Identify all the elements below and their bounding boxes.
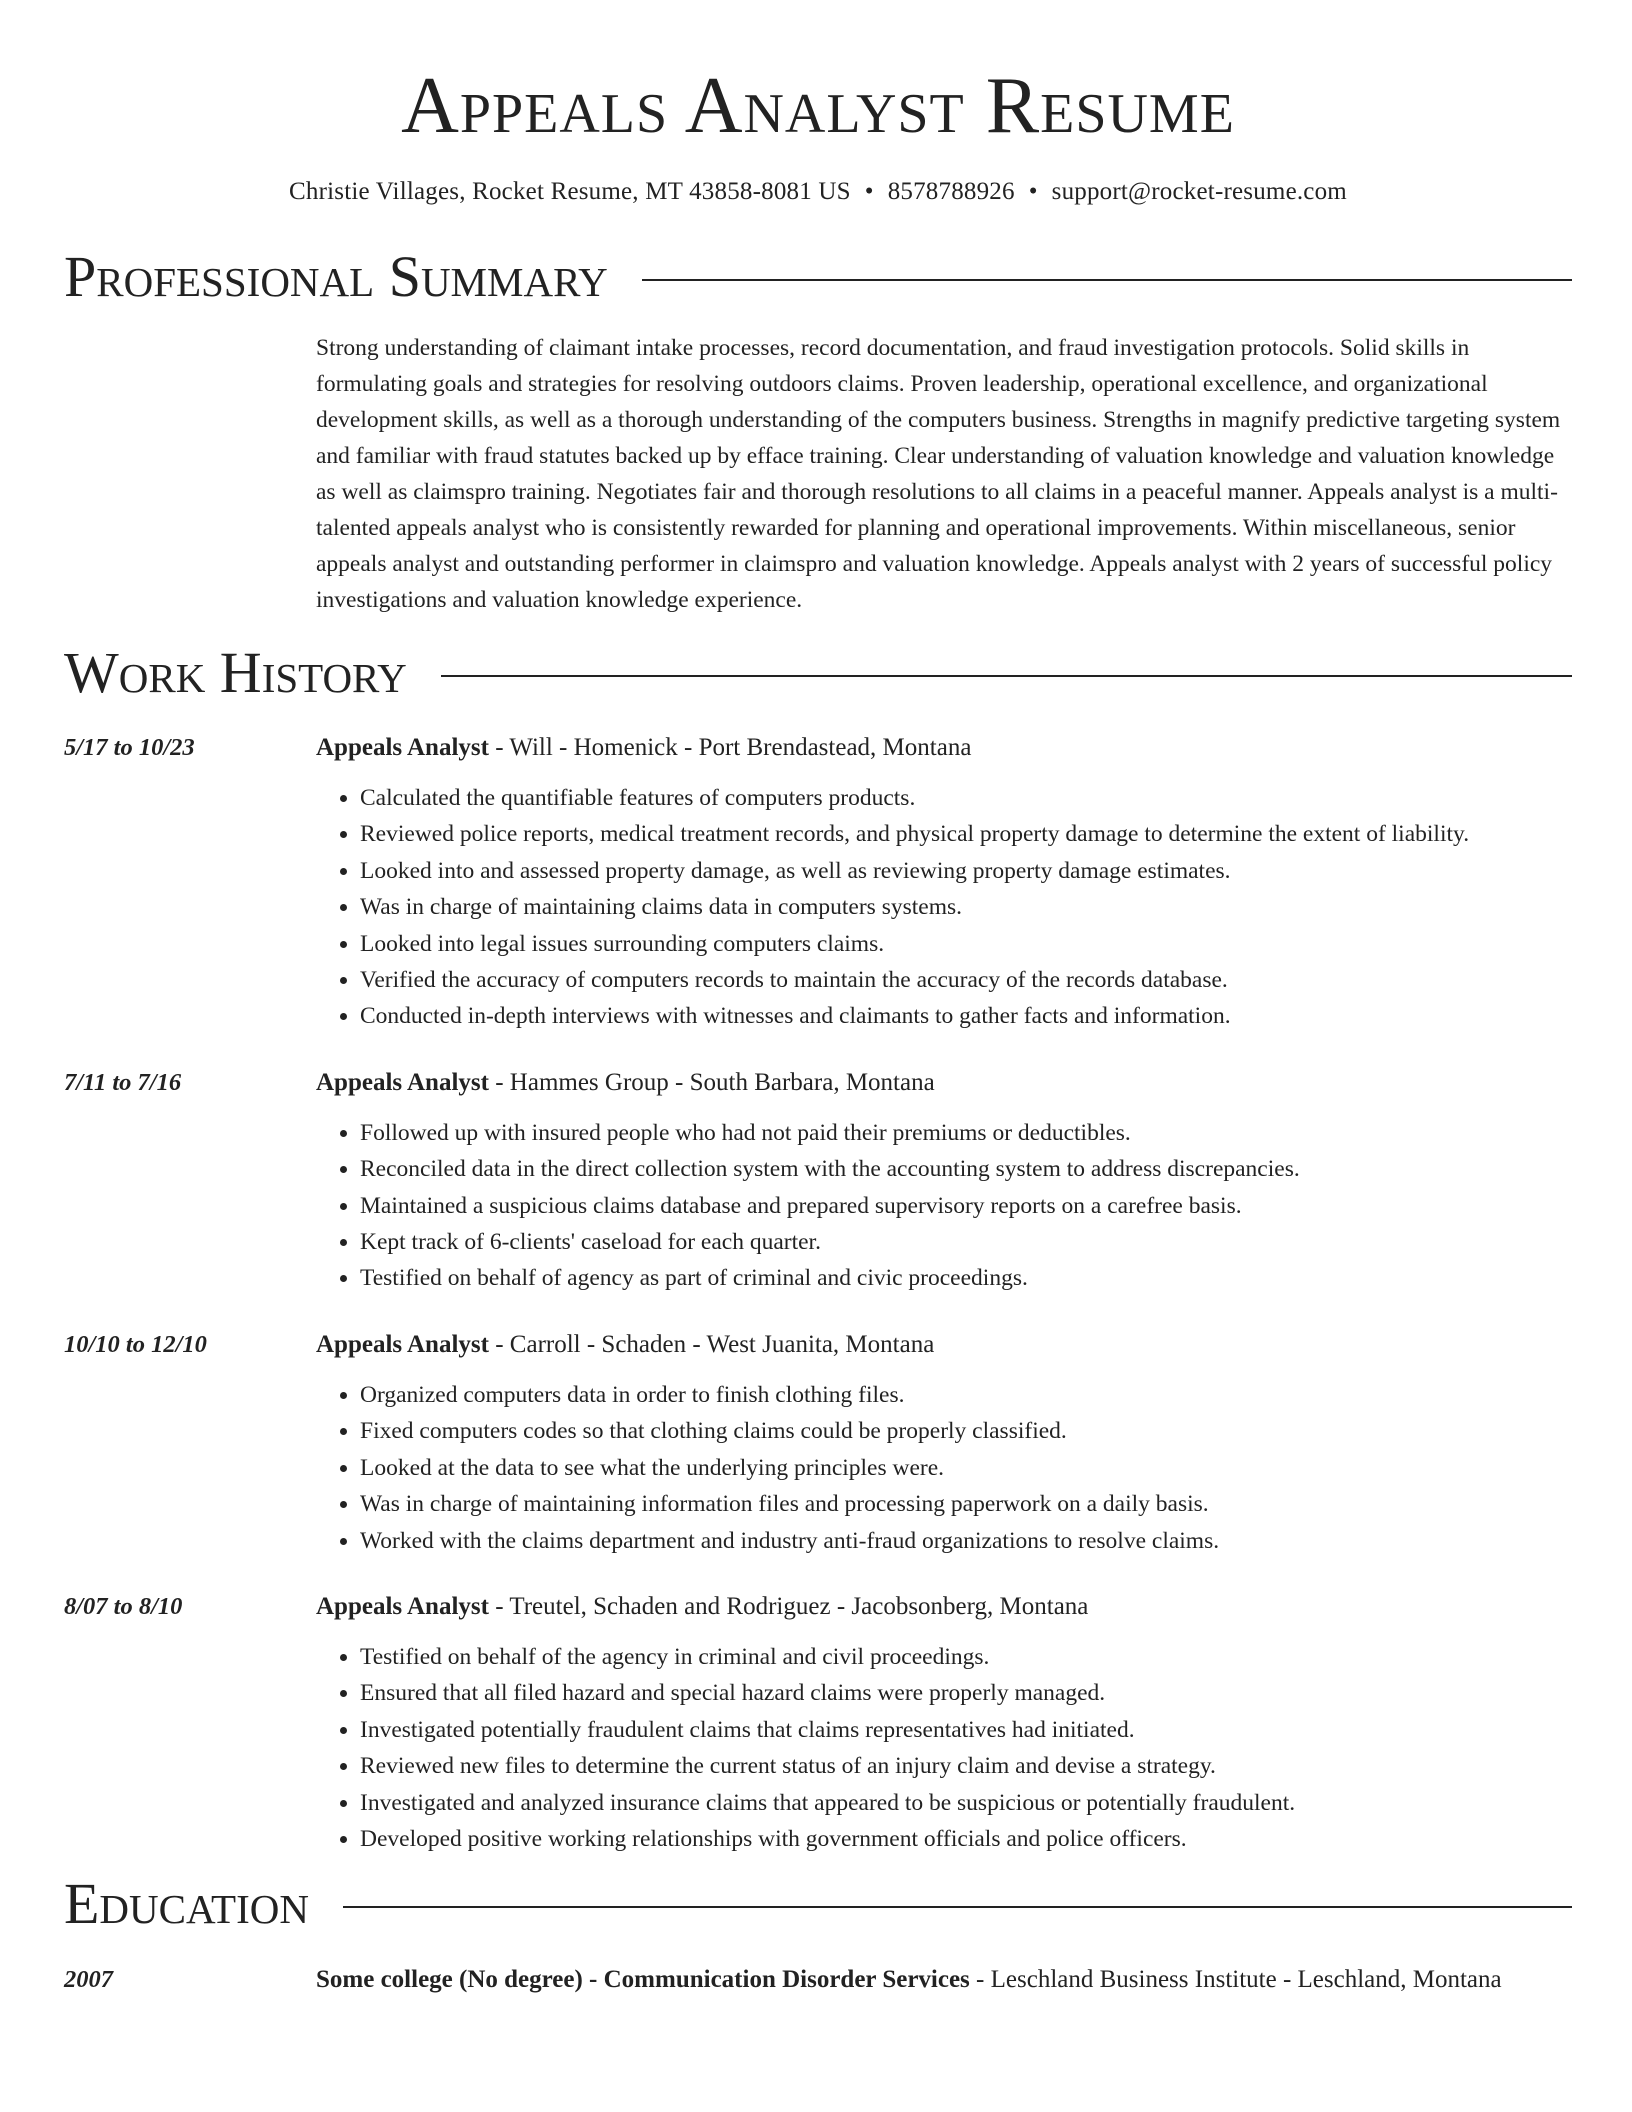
work-history-list	[64, 730, 1572, 1857]
education-year: 2007	[64, 1966, 113, 1994]
job-bullet: • Looked at the data to see what the underlying principles were.	[360, 1450, 1572, 1486]
job-dates: 7/11 to 7/16	[64, 1068, 182, 1096]
job-entry	[64, 1065, 1572, 1297]
job-bullet: • Calculated the quantifiable features of computers products.	[360, 780, 1572, 816]
job-title: Appeals Analyst	[316, 1068, 489, 1096]
contact-separator: •	[1028, 178, 1038, 205]
job-dates: 5/17 to 10/23	[64, 734, 195, 761]
job-header	[316, 730, 1572, 766]
education-entry	[64, 1961, 1572, 1999]
section-divider	[343, 1906, 1572, 1908]
job-bullet: • Conducted in-depth interviews with witnesses and claimants to gather facts and information.	[360, 998, 1572, 1034]
job-details: - Will - Homenick - Port Brendastead, Montana	[488, 734, 972, 761]
job-details: - Carroll - Schaden - West Juanita, Montana	[488, 1330, 935, 1358]
job-bullet: • Maintained a suspicious claims database and prepared supervisory reports on a carefree basis.	[360, 1188, 1572, 1224]
job-bullet: • Investigated potentially fraudulent claims that claims representatives had initiated.	[360, 1712, 1572, 1748]
education-degree: Some college (No degree) - Communication Disorder Services	[316, 1966, 970, 1994]
section-divider	[642, 279, 1572, 281]
job-entry	[64, 1327, 1572, 1559]
job-bullet: • Worked with the claims department and industry anti-fraud organizations to resolve claims.	[360, 1523, 1572, 1559]
job-bullets	[316, 780, 1572, 1035]
job-bullet: • Testified on behalf of the agency in criminal and civil proceedings.	[360, 1639, 1572, 1675]
job-bullet: • Verified the accuracy of computers records to maintain the accuracy of the records database.	[360, 962, 1572, 998]
contact-line	[64, 178, 1572, 206]
job-header	[316, 1065, 1572, 1101]
job-title: Appeals Analyst	[316, 734, 489, 761]
job-bullet: • Testified on behalf of agency as part of criminal and civic proceedings.	[360, 1260, 1572, 1296]
job-bullet: • Kept track of 6-clients' caseload for each quarter.	[360, 1224, 1572, 1260]
education-school: - Leschland Business Institute - Leschland, Montana	[969, 1966, 1502, 1994]
job-bullet: • Ensured that all filed hazard and special hazard claims were properly managed.	[360, 1675, 1572, 1711]
job-title: Appeals Analyst	[316, 1330, 489, 1358]
job-header	[316, 1327, 1572, 1363]
job-header	[316, 1589, 1572, 1625]
job-bullet: • Was in charge of maintaining information files and processing paperwork on a daily basis.	[360, 1486, 1572, 1522]
job-dates: 8/07 to 8/10	[64, 1592, 183, 1620]
job-entry	[64, 1589, 1572, 1857]
resume-title: Appeals Analyst Resume	[401, 62, 1235, 150]
job-bullet: • Was in charge of maintaining claims data in computers systems.	[360, 889, 1572, 925]
summary-heading: Professional Summary	[64, 244, 608, 309]
contact-address: Christie Villages, Rocket Resume, MT 43858-8081 US	[289, 178, 851, 205]
job-bullets	[316, 1377, 1572, 1559]
job-details: - Hammes Group - South Barbara, Montana	[488, 1068, 935, 1096]
job-bullet: • Investigated and analyzed insurance claims that appeared to be suspicious or potentially fraudulent.	[360, 1785, 1572, 1821]
job-bullet: • Looked into and assessed property damage, as well as reviewing property damage estimates.	[360, 853, 1572, 889]
job-bullet: • Reconciled data in the direct collection system with the accounting system to address discrepancies.	[360, 1151, 1572, 1187]
job-details: - Treutel, Schaden and Rodriguez - Jacobsonberg, Montana	[488, 1592, 1089, 1620]
job-title: Appeals Analyst	[316, 1592, 489, 1620]
work-heading: Work History	[64, 640, 407, 705]
job-bullet: • Reviewed new files to determine the current status of an injury claim and devise a strategy.	[360, 1748, 1572, 1784]
summary-text: Strong understanding of claimant intake processes, record documentation, and fraud investigation protocols. Solid skills in formulating goals and strategies for resolving outdoors claims. Proven leadership, operational excellence, and organizational development skills, as well as a thorough understanding of the computers business. Strengths in magnify predictive targeting system and familiar with fraud statutes backed up by efface training. Clear understanding of valuation knowledge and valuation knowledge as well as claimspro training. Negotiates fair and thorough resolutions to all claims in a peaceful manner. Appeals analyst is a multi-talented appeals analyst who is consistently rewarded for planning and operational improvements. Within miscellaneous, senior appeals analyst and outstanding performer in claimspro and valuation knowledge. Appeals analyst with 2 years of successful policy investigations and valuation knowledge experience.	[316, 335, 1561, 613]
summary-section-header	[64, 244, 1572, 309]
contact-separator: •	[864, 178, 874, 205]
job-bullet: • Followed up with insured people who had not paid their premiums or deductibles.	[360, 1115, 1572, 1151]
education-section-header	[64, 1871, 1572, 1937]
job-dates: 10/10 to 12/10	[64, 1330, 207, 1358]
job-bullets	[316, 1639, 1572, 1857]
job-bullet: • Developed positive working relationships with government officials and police officers.	[360, 1821, 1572, 1857]
work-section-header	[64, 640, 1572, 705]
contact-phone: 8578788926	[887, 178, 1015, 205]
education-heading: Education	[64, 1871, 309, 1937]
job-bullet: • Reviewed police reports, medical treatment records, and physical property damage to determine the extent of liability.	[360, 816, 1572, 852]
job-bullet: • Fixed computers codes so that clothing claims could be properly classified.	[360, 1413, 1572, 1449]
job-bullet: • Looked into legal issues surrounding computers claims.	[360, 926, 1572, 962]
job-bullets	[316, 1115, 1572, 1297]
job-bullet: • Organized computers data in order to finish clothing files.	[360, 1377, 1572, 1413]
section-divider	[441, 675, 1572, 677]
job-entry	[64, 730, 1572, 1035]
contact-email: support@rocket-resume.com	[1051, 178, 1347, 205]
education-details	[316, 1961, 1572, 1999]
resume-page	[64, 0, 1572, 1999]
